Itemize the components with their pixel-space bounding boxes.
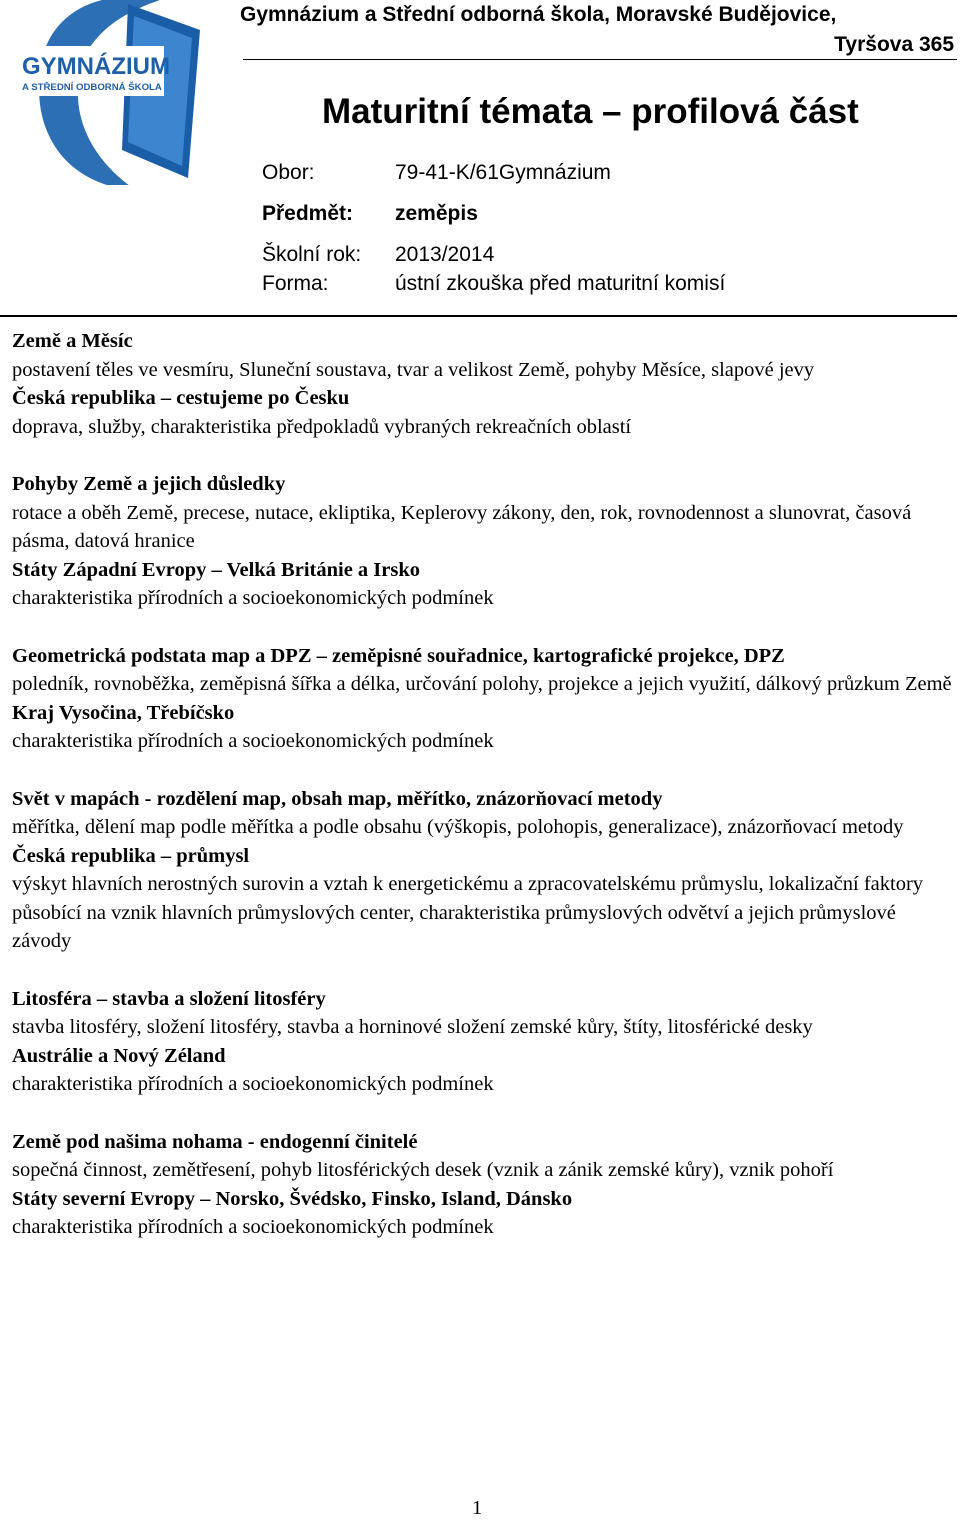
school-name-line2: Tyršova 365 [834, 33, 954, 56]
section-rule [0, 315, 957, 317]
topic-description: postavení těles ve vesmíru, Sluneční soustava, tvar a velikost Země, pohyby Měsíce, slapové jevy [12, 358, 815, 381]
topic-description: charakteristika přírodních a socioekonomických podmínek [12, 587, 494, 610]
topic-description: měřítka, dělení map podle měřítka a podle obsahu (výškopis, polohopis, generalizace), znázorňovací metody [12, 816, 904, 839]
topic-block [12, 985, 952, 1099]
topic-heading: Země a Měsíc [12, 330, 133, 352]
header-rule [243, 59, 957, 60]
topic-description: sopečná činnost, zemětřesení, pohyb litosférických desek (vznik a zánik zemské kůry), vznik pohoří [12, 1159, 834, 1182]
topics-list [12, 327, 952, 1271]
obor-label: Obor: [262, 161, 315, 184]
document-title: Maturitní témata – profilová část [322, 92, 859, 131]
rok-label: Školní rok: [262, 243, 362, 266]
topic-block [12, 785, 952, 957]
topic-description: výskyt hlavních nerostných surovin a vztah k energetickému a zpracovatelskému průmyslu, lokalizační faktory působící na vznik hlavních průmyslových center, charakteristika průmyslových odvětví a jejich průmyslové závody [12, 873, 924, 953]
topic-heading: Česká republika – průmysl [12, 844, 250, 867]
school-logo [10, 0, 210, 185]
predmet-label: Předmět: [262, 202, 354, 225]
logo-text-sub: A STŘEDNÍ ODBORNÁ ŠKOLA [22, 82, 162, 93]
meta-predmet [262, 199, 478, 229]
topic-heading: Země pod našima nohama - endogenní činitelé [12, 1130, 418, 1153]
topic-heading: Austrálie a Nový Zéland [12, 1044, 226, 1067]
meta-rok [262, 240, 494, 270]
topic-heading: Pohyby Země a jejich důsledky [12, 472, 286, 495]
topic-block [12, 642, 952, 756]
topic-heading: Státy Západní Evropy – Velká Británie a Irsko [12, 558, 420, 581]
topic-description: charakteristika přírodních a socioekonomických podmínek [12, 1073, 494, 1096]
topic-heading: Svět v mapách - rozdělení map, obsah map, měřítko, znázorňovací metody [12, 787, 663, 810]
school-name [240, 0, 954, 60]
topic-description: stavba litosféry, složení litosféry, stavba a horninové složení zemské kůry, štíty, litosférické desky [12, 1016, 813, 1039]
predmet-value: zeměpis [395, 202, 478, 225]
rok-value: 2013/2014 [395, 243, 495, 266]
logo-text-main: GYMNÁZIUM [22, 53, 170, 80]
topic-block [12, 327, 952, 441]
topic-heading: Litosféra – stavba a složení litosféry [12, 987, 326, 1010]
topic-description: doprava, služby, charakteristika předpokladů vybraných rekreačních oblastí [12, 415, 632, 438]
topic-block [12, 470, 952, 613]
topic-heading: Geometrická podstata map a DPZ – zeměpisné souřadnice, kartografické projekce, DPZ [12, 644, 785, 667]
topic-description: charakteristika přírodních a socioekonomických podmínek [12, 1216, 494, 1239]
forma-label: Forma: [262, 272, 329, 295]
topic-description: poledník, rovnoběžka, zeměpisná šířka a délka, určování polohy, projekce a jejich využití, dálkový průzkum Země [12, 673, 952, 696]
topic-heading: Česká republika – cestujeme po Česku [12, 387, 350, 410]
topic-description: charakteristika přírodních a socioekonomických podmínek [12, 730, 494, 753]
topic-heading: Státy severní Evropy – Norsko, Švédsko, Finsko, Island, Dánsko [12, 1187, 573, 1210]
topic-heading: Kraj Vysočina, Třebíčsko [12, 701, 235, 724]
school-name-line1: Gymnázium a Střední odborná škola, Moravské Budějovice, [240, 3, 837, 26]
forma-value: ústní zkouška před maturitní komisí [395, 272, 726, 295]
topic-description: rotace a oběh Země, precese, nutace, ekliptika, Keplerovy zákony, den, rok, rovnodennost a slunovrat, časová pásma, datová hranice [12, 501, 912, 553]
meta-forma [262, 269, 725, 299]
topic-block [12, 1128, 952, 1242]
obor-value: 79-41-K/61Gymnázium [395, 161, 611, 184]
page-number: 1 [472, 1497, 483, 1519]
meta-obor [262, 158, 611, 188]
